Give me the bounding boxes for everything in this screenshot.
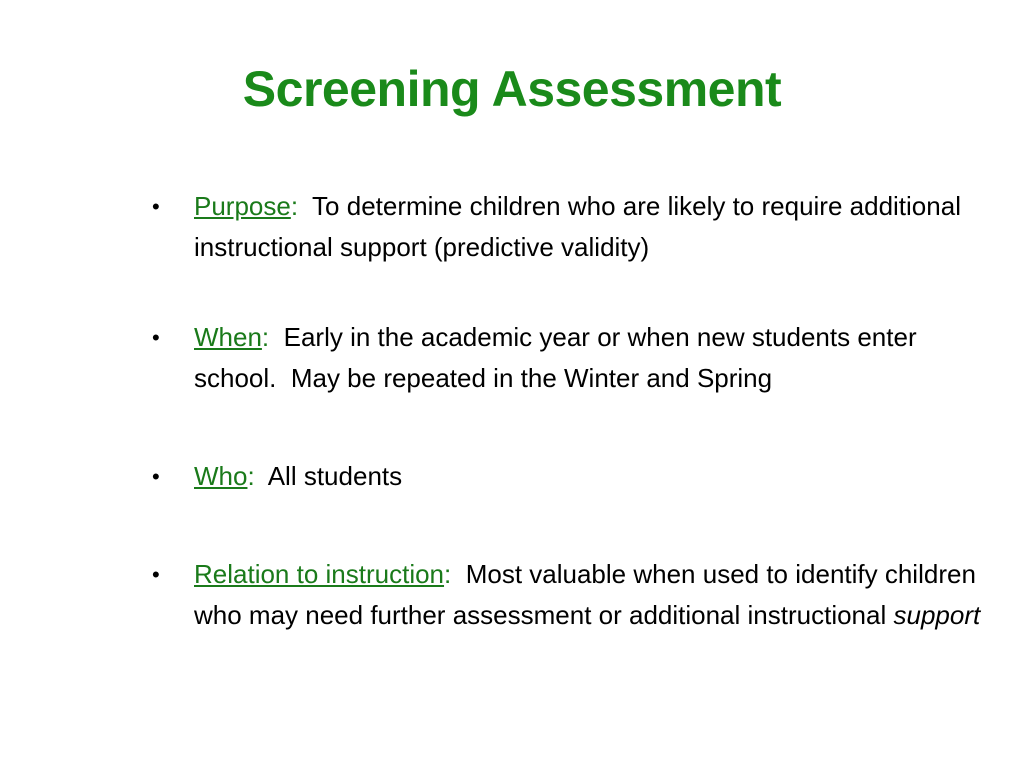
bullet-text: Most valuable when used to identify children who may need further assessment or additional instructional — [194, 559, 984, 630]
bullet-content — [194, 554, 992, 636]
bullet-text: To determine children who are likely to require additional instructional support (predictive validity) — [194, 191, 969, 262]
bullet-item-purpose — [152, 186, 992, 268]
bullet-item-who — [152, 456, 992, 497]
bullet-item-when — [152, 317, 992, 399]
bullet-text: Early in the academic year or when new students enter school. May be repeated in the Winter and Spring — [194, 322, 924, 393]
slide-title: Screening Assessment — [242, 61, 782, 117]
bullet-content — [194, 456, 992, 497]
bullet-label: Relation to instruction — [194, 559, 445, 589]
bullet-dot: • — [152, 464, 160, 489]
bullet-dot: • — [152, 325, 160, 350]
bullet-label: When — [194, 322, 262, 352]
bullet-label: Who — [194, 461, 248, 491]
bullet-label: Purpose — [194, 191, 291, 221]
bullet-item-relation — [152, 554, 992, 636]
bullet-colon: : — [261, 322, 270, 352]
bullet-colon: : — [247, 461, 255, 491]
bullet-content — [194, 186, 992, 268]
bullet-colon: : — [290, 191, 299, 221]
bullet-content — [194, 317, 992, 399]
bullet-text: All students — [254, 461, 403, 491]
bullet-dot: • — [152, 562, 160, 587]
bullet-emphasis: support — [893, 600, 981, 630]
bullet-colon: : — [444, 559, 452, 589]
bullet-dot: • — [152, 194, 160, 219]
